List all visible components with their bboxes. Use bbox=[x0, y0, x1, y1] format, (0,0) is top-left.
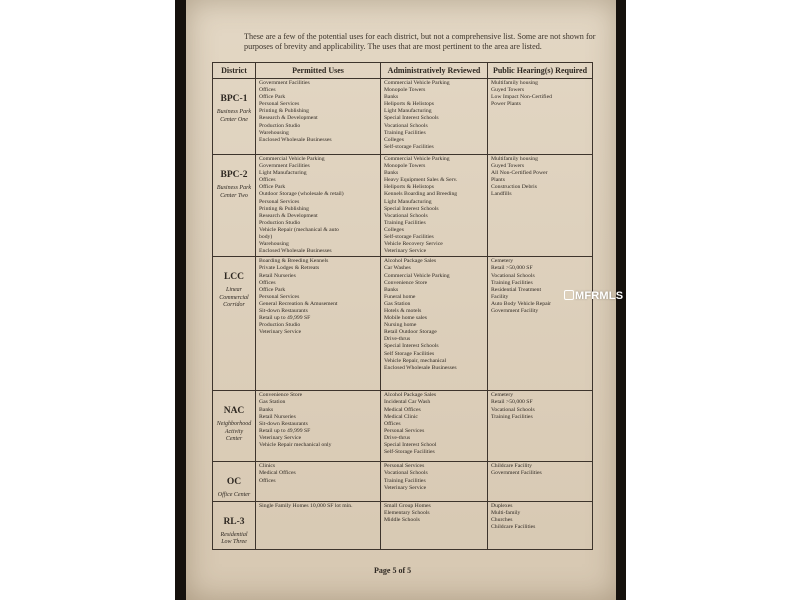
use-item: Childcare Facilities bbox=[491, 524, 536, 531]
use-item: Low Impact Non-Certified bbox=[491, 94, 552, 101]
use-item: Guyed Towers bbox=[491, 87, 525, 94]
use-item: Churches bbox=[491, 517, 513, 523]
use-item: Plants bbox=[491, 177, 505, 184]
public-hearing-cell bbox=[488, 462, 593, 502]
permitted-uses-cell bbox=[256, 391, 381, 462]
use-item: Light Manufacturing bbox=[384, 198, 432, 205]
use-item: Vehicle Repair mechanical only bbox=[259, 441, 332, 448]
permitted-uses-cell bbox=[256, 155, 381, 257]
district-cell bbox=[213, 79, 256, 155]
use-item: Research & Development bbox=[259, 115, 318, 122]
use-item: Retail Nurseries bbox=[259, 413, 296, 420]
use-item: Clinics bbox=[259, 463, 276, 470]
use-item: Duplexes bbox=[491, 502, 513, 509]
admin-reviewed-cell bbox=[381, 501, 488, 549]
use-item: Medical Offices bbox=[384, 406, 421, 413]
use-item: Multifamily housing bbox=[491, 80, 538, 86]
use-item: Vocational Schools bbox=[491, 406, 535, 413]
use-item: Boarding & Breeding Kennels bbox=[259, 258, 329, 265]
admin-reviewed-cell bbox=[381, 257, 488, 391]
use-item: Hotels & motels bbox=[384, 307, 422, 314]
use-item: Training Facilities bbox=[491, 413, 533, 420]
use-item: Convenience Store bbox=[384, 279, 428, 286]
public-hearing-cell bbox=[488, 79, 593, 155]
use-item: Drive-thrus bbox=[384, 336, 411, 343]
table-row bbox=[213, 79, 593, 155]
use-item: Cemetery bbox=[491, 392, 514, 399]
use-item: Mobile home sales bbox=[384, 315, 427, 322]
use-item: Office Park bbox=[259, 286, 286, 293]
district-cell bbox=[213, 501, 256, 549]
use-item: Colleges bbox=[384, 136, 404, 143]
use-item: Commercial Vehicle Parking bbox=[384, 272, 450, 279]
use-item: Veterinary Service bbox=[384, 248, 427, 255]
use-item: Retail up to 49,999 SF bbox=[259, 315, 311, 322]
use-item: Offices bbox=[259, 177, 276, 184]
use-item: Medical Clinic bbox=[384, 413, 418, 420]
use-item: Self-storage Facilities bbox=[384, 234, 434, 241]
use-item: Outdoor Storage (wholesale & retail) bbox=[259, 191, 344, 198]
district-name: Neighborhood Activity Center bbox=[216, 421, 252, 443]
table-row bbox=[213, 501, 593, 549]
table-row bbox=[213, 257, 593, 391]
use-item: Offices bbox=[259, 87, 276, 94]
use-item: Multifamily housing bbox=[491, 156, 538, 162]
use-item: Personal Services bbox=[259, 293, 300, 300]
use-item: Production Studio bbox=[259, 219, 301, 226]
use-item: Special Interest School bbox=[384, 441, 437, 448]
use-item: Warehousing bbox=[259, 241, 289, 248]
use-item: Government Facilities bbox=[491, 470, 542, 477]
use-item: Landfills bbox=[491, 191, 512, 198]
use-item: Special Interest Schools bbox=[384, 115, 439, 122]
public-hearing-cell bbox=[488, 501, 593, 549]
use-item: Special Interest Schools bbox=[384, 205, 439, 212]
use-item: Training Facilities bbox=[384, 477, 426, 484]
use-item: Self Storage Facilities bbox=[384, 350, 435, 357]
use-item: Personal Services bbox=[384, 463, 425, 470]
use-item: Printing & Publishing bbox=[259, 108, 309, 115]
permitted-uses-cell bbox=[256, 501, 381, 549]
district-code: BPC-2 bbox=[220, 170, 248, 180]
use-item: Small Group Homes bbox=[384, 502, 431, 509]
use-item: Residential Treatment bbox=[491, 286, 542, 293]
use-item: Retail Outdoor Storage bbox=[384, 329, 437, 336]
table-row bbox=[213, 462, 593, 502]
table-body bbox=[213, 79, 593, 550]
district-name: Business Park Center Two bbox=[216, 185, 252, 199]
page-footer: Page 5 of 5 bbox=[374, 566, 412, 575]
permitted-uses-cell bbox=[256, 79, 381, 155]
use-item: Light Manufacturing bbox=[259, 170, 307, 177]
use-item: Government Facilities bbox=[259, 163, 310, 170]
use-item: Gas Station bbox=[384, 300, 411, 307]
use-item: Vocational Schools bbox=[491, 272, 535, 279]
use-item: Monopole Towers bbox=[384, 163, 426, 170]
use-item: Training Facilities bbox=[384, 129, 426, 136]
header-district: District bbox=[213, 63, 256, 79]
admin-reviewed-cell bbox=[381, 155, 488, 257]
district-cell bbox=[213, 391, 256, 462]
use-item: Multi-family bbox=[491, 509, 521, 516]
use-item: Vocational Schools bbox=[384, 122, 428, 129]
use-item: Monopole Towers bbox=[384, 87, 426, 94]
table-header-row bbox=[213, 63, 593, 79]
use-item: Facility bbox=[491, 293, 509, 300]
use-item: Light Manufacturing bbox=[384, 108, 432, 115]
watermark-logo-icon bbox=[564, 290, 574, 300]
public-hearing-cell bbox=[488, 257, 593, 391]
table-row bbox=[213, 391, 593, 462]
use-item: Guyed Towers bbox=[491, 163, 525, 170]
use-item: Heavy Equipment Sales & Serv. bbox=[384, 177, 458, 184]
use-item: Retail Nurseries bbox=[259, 272, 296, 279]
use-item: Self-Storage Facilities bbox=[384, 449, 435, 456]
use-item: Alcohol Package Sales bbox=[384, 258, 437, 265]
use-item: Gas Station bbox=[259, 399, 286, 406]
use-item: Alcohol Package Sales bbox=[384, 392, 437, 399]
use-item: Offices bbox=[259, 279, 276, 286]
use-item: Offices bbox=[259, 477, 276, 484]
use-item: Auto Body Vehicle Repair bbox=[491, 300, 552, 307]
public-hearing-cell bbox=[488, 391, 593, 462]
use-item: Enclosed Wholesale Businesses bbox=[384, 364, 457, 371]
use-item: Power Plants bbox=[491, 101, 521, 108]
use-item: General Recreation & Amusement bbox=[259, 300, 338, 307]
permitted-uses-cell bbox=[256, 257, 381, 391]
use-item: Veterinary Service bbox=[384, 484, 427, 491]
use-item: Sit-down Restaurants bbox=[259, 420, 308, 427]
use-item: Training Facilities bbox=[491, 279, 533, 286]
district-name: Residential Low Three bbox=[220, 531, 248, 546]
use-item: Construction Debris bbox=[491, 184, 537, 191]
use-item: Medical Offices bbox=[259, 470, 296, 477]
use-item: Vocational Schools bbox=[384, 212, 428, 219]
district-code: NAC bbox=[223, 406, 245, 417]
district-code: BPC-1 bbox=[220, 94, 248, 104]
use-item: Printing & Publishing bbox=[259, 205, 309, 212]
district-cell bbox=[213, 155, 256, 257]
use-item: Veterinary Service bbox=[259, 329, 302, 336]
permitted-uses-cell bbox=[256, 462, 381, 502]
use-item: Banks bbox=[384, 286, 399, 293]
use-item: Elementary Schools bbox=[384, 509, 430, 516]
use-item: Retail up to 49,999 SF bbox=[259, 427, 311, 434]
use-item: Cemetery bbox=[491, 258, 514, 265]
use-item: Vehicle Recovery Service bbox=[384, 241, 443, 248]
admin-reviewed-cell bbox=[381, 391, 488, 462]
use-item: Personal Services bbox=[384, 427, 425, 434]
header-administratively-reviewed: Administratively Reviewed bbox=[381, 63, 488, 79]
use-item: Personal Services bbox=[259, 101, 300, 108]
table-row bbox=[213, 155, 593, 257]
header-public-hearing: Public Hearing(s) Required bbox=[488, 63, 593, 79]
use-item: Self-storage Facilities bbox=[384, 143, 434, 150]
use-item: Government Facilities bbox=[259, 80, 310, 86]
use-item: Office Park bbox=[259, 94, 286, 101]
use-item: Convenience Store bbox=[259, 392, 303, 399]
use-item: Middle Schools bbox=[384, 517, 420, 523]
use-item: Enclosed Wholesale Businesses bbox=[259, 136, 332, 143]
use-item: Commercial Vehicle Parking bbox=[384, 80, 450, 86]
use-item: Commercial Vehicle Parking bbox=[384, 156, 450, 162]
use-item: Colleges bbox=[384, 226, 404, 233]
district-name: Office Center bbox=[217, 492, 251, 499]
use-item: Vocational Schools bbox=[384, 470, 428, 477]
district-uses-table bbox=[212, 62, 593, 550]
public-hearing-cell bbox=[488, 155, 593, 257]
admin-reviewed-cell bbox=[381, 462, 488, 502]
use-item: All Non-Certified Power bbox=[491, 170, 548, 177]
use-item: Retail >50,000 SF bbox=[491, 399, 533, 406]
use-item: Commercial Vehicle Parking bbox=[259, 156, 325, 162]
use-item: Car Washes bbox=[384, 265, 411, 272]
admin-reviewed-cell bbox=[381, 79, 488, 155]
district-code: RL-3 bbox=[223, 516, 245, 527]
use-item: Funeral home bbox=[384, 293, 416, 300]
use-item: body) bbox=[259, 234, 273, 241]
use-item: Warehousing bbox=[259, 129, 289, 136]
use-item: Kennels Boarding and Breeding bbox=[384, 191, 458, 198]
use-item: Banks bbox=[259, 406, 274, 413]
use-item: Banks bbox=[384, 94, 399, 101]
use-item: Training Facilities bbox=[384, 219, 426, 226]
use-item: Government Facility bbox=[491, 307, 539, 314]
use-item: Special Interest Schools bbox=[384, 343, 439, 350]
header-permitted-uses: Permitted Uses bbox=[256, 63, 381, 79]
use-item: Vehicle Repair, mechanical bbox=[384, 357, 447, 364]
use-item: Research & Development bbox=[259, 212, 318, 219]
use-item: Nursing home bbox=[384, 322, 417, 329]
watermark-text: MFRMLS bbox=[575, 290, 624, 302]
district-code: LCC bbox=[223, 272, 245, 283]
use-item: Private Lodges & Retreats bbox=[259, 265, 320, 272]
district-cell bbox=[213, 462, 256, 502]
use-item: Sit-down Restaurants bbox=[259, 307, 308, 314]
use-item: Enclosed Wholesale Businesses bbox=[259, 248, 332, 255]
use-item: Incidental Car Wash bbox=[384, 399, 431, 406]
district-cell bbox=[213, 257, 256, 391]
use-item: Drive-thrus bbox=[384, 434, 411, 441]
mls-watermark bbox=[564, 290, 623, 302]
use-item: Personal Services bbox=[259, 198, 300, 205]
district-name: Linear Commercial Corridor bbox=[219, 287, 249, 309]
use-item: Production Studio bbox=[259, 322, 301, 329]
district-name: Business Park Center One bbox=[216, 109, 252, 123]
use-item: Single Family Homes 10,000 SF lot min. bbox=[259, 502, 353, 509]
use-item: Vehicle Repair (mechanical & auto bbox=[259, 226, 339, 233]
use-item: Heliports & Helistops bbox=[384, 184, 434, 191]
intro-paragraph: These are a few of the potential uses for each district, but not a comprehensive list. Some are not shown for purposes of brevity and applicability. The uses that are most pertinent to the area are listed. bbox=[244, 32, 596, 51]
district-code: OC bbox=[226, 477, 242, 488]
use-item: Banks bbox=[384, 170, 399, 177]
use-item: Childcare Facility bbox=[491, 463, 532, 470]
use-item: Retail >50,000 SF bbox=[491, 265, 533, 272]
use-item: Heliports & Helistops bbox=[384, 101, 434, 108]
use-item: Offices bbox=[384, 420, 401, 427]
use-item: Production Studio bbox=[259, 122, 301, 129]
use-item: Veterinary Service bbox=[259, 434, 302, 441]
use-item: Office Park bbox=[259, 184, 286, 191]
